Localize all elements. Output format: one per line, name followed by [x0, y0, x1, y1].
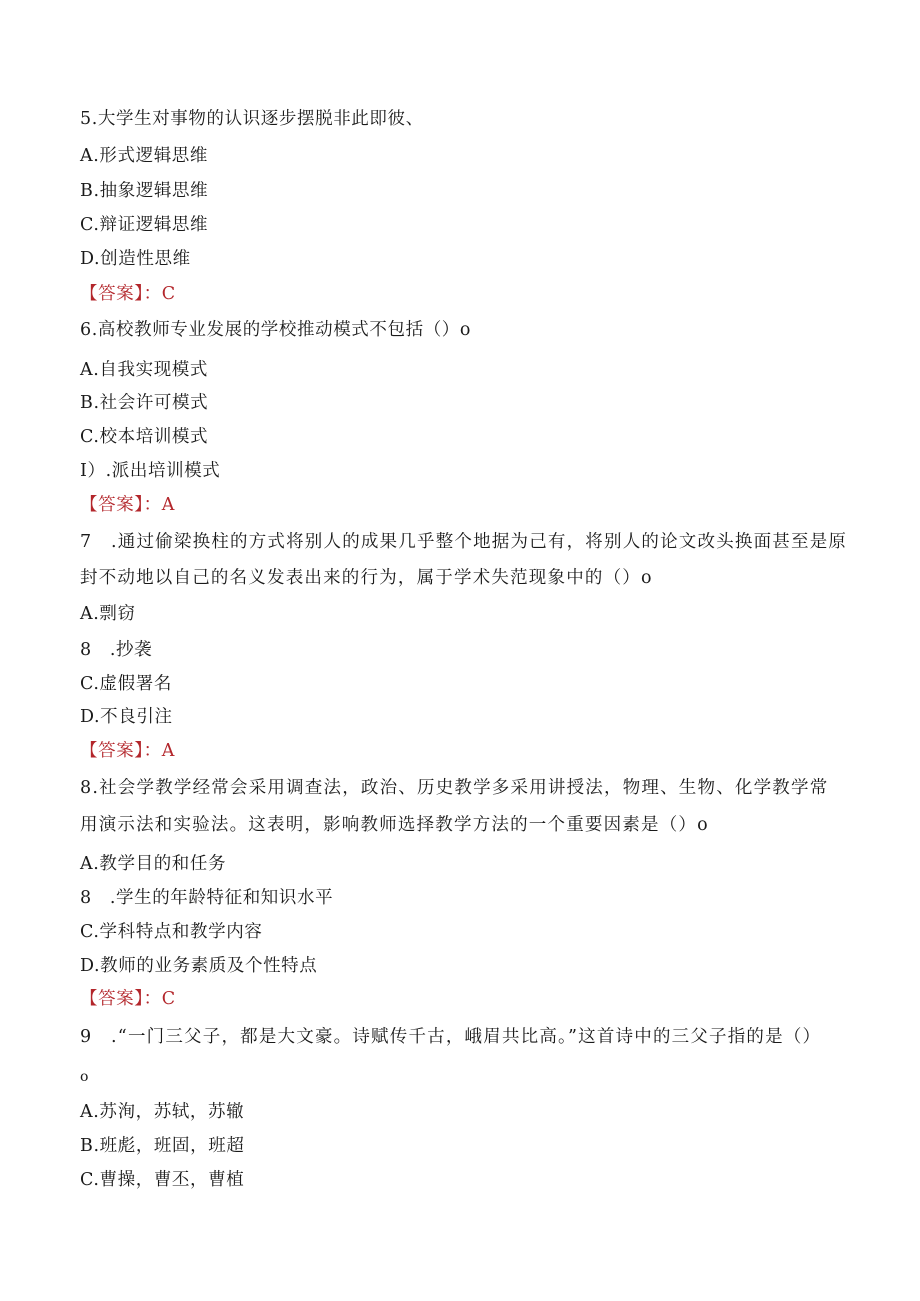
- question-9-option-c: C.曹操，曹丕，曹植: [80, 1170, 245, 1190]
- question-6-stem: 6.高校教师专业发展的学校推动模式不包括（）o: [80, 320, 472, 340]
- question-8-option-d: D.教师的业务素质及个性特点: [80, 956, 318, 976]
- question-9-option-a: A.苏洵，苏轼，苏辙: [80, 1102, 245, 1122]
- question-6-option-d: I）.派出培训模式: [80, 461, 221, 481]
- question-7-option-b: 8 .抄袭: [80, 640, 153, 660]
- question-8-answer: 【答案】：C: [80, 989, 176, 1009]
- question-6-option-b: B.社会许可模式: [80, 393, 209, 413]
- question-6-answer: 【答案】：A: [80, 495, 175, 515]
- question-9-stem-line-2: o: [80, 1069, 90, 1085]
- question-8-stem-line-1: 8.社会学教学经常会采用调查法，政治、历史教学多采用讲授法，物理、生物、化学教学常: [80, 778, 829, 798]
- question-8-stem-line-2: 用演示法和实验法。这表明，影响教师选择教学方法的一个重要因素是（）o: [80, 815, 709, 835]
- question-9-option-b: B.班彪，班固，班超: [80, 1136, 245, 1156]
- question-7-answer: 【答案】：A: [80, 741, 175, 761]
- question-7-stem-line-2: 封不动地以自己的名义发表出来的行为，属于学术失范现象中的（）o: [80, 568, 653, 588]
- question-6-option-c: C.校本培训模式: [80, 427, 209, 447]
- question-5-option-d: D.创造性思维: [80, 249, 191, 269]
- question-5-option-a: A.形式逻辑思维: [80, 146, 209, 166]
- question-8-option-c: C.学科特点和教学内容: [80, 922, 263, 942]
- question-9-stem-line-1: 9 .“一门三父子，都是大文豪。诗赋传千古，峨眉共比高。”这首诗中的三父子指的是（）: [80, 1027, 822, 1047]
- question-7-stem-line-1: 7 .通过偷梁换柱的方式将别人的成果几乎整个地据为己有，将别人的论文改头换面甚至是原: [80, 532, 848, 552]
- question-8-option-a: A.教学目的和任务: [80, 854, 227, 874]
- question-8-option-b: 8 .学生的年龄特征和知识水平: [80, 888, 334, 908]
- question-7-option-d: D.不良引注: [80, 707, 173, 727]
- question-5-option-c: C.辩证逻辑思维: [80, 215, 209, 235]
- question-7-option-a: A.剽窃: [80, 604, 136, 624]
- question-5-stem: 5.大学生对事物的认识逐步摆脱非此即彼、: [80, 109, 424, 129]
- question-6-option-a: A.自我实现模式: [80, 360, 209, 380]
- question-5-option-b: B.抽象逻辑思维: [80, 181, 209, 201]
- question-7-option-c: C.虚假署名: [80, 674, 172, 694]
- question-5-answer: 【答案】：C: [80, 284, 176, 304]
